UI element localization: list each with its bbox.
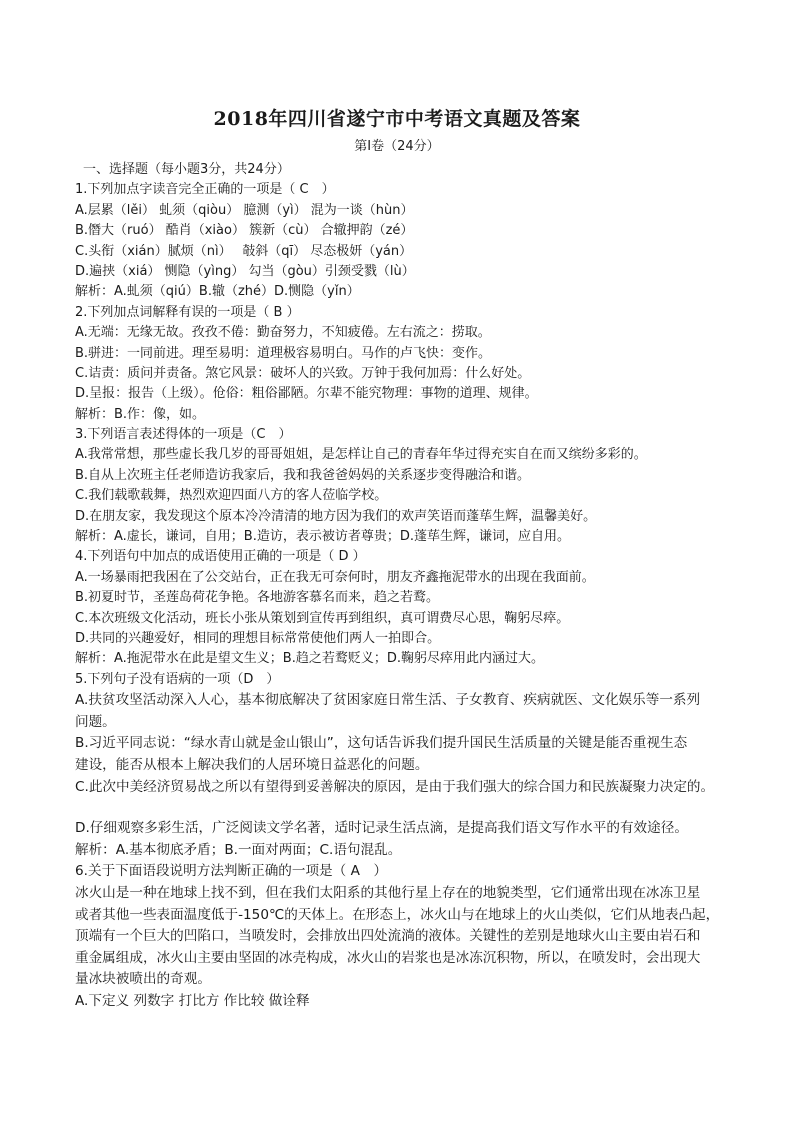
question-5-analysis: 解析：A.基本彻底矛盾；B.一面对两面；C.语句混乱。 — [75, 841, 402, 858]
question-6-passage-line-2: 或者其他一些表面温度低于-150℃的天体上。在形态上，冰火山与在地球上的火山类似，它们从地表凸起， — [75, 906, 720, 923]
question-1-option-d: D.遍挟（xiá） 恻隐（yìng） 勾当（gòu）引颈受戮（lù） — [75, 263, 415, 279]
document-body — [75, 160, 735, 1012]
blank-line — [75, 798, 735, 818]
question-6-passage-line-5: 量冰块被喷出的奇观。 — [75, 971, 211, 988]
question-2-analysis: 解析：B.作：像，如。 — [75, 406, 206, 422]
section-heading: 一、选择题（每小题3分，共24分） — [83, 162, 290, 177]
question-2-option-c: C.诘责：质问并责备。煞它风景：破坏人的兴致。万钟于我何加焉：什么好处。 — [75, 365, 531, 381]
question-6-option-a: A.下定义 列数字 打比方 作比较 做诠释 — [75, 992, 310, 1009]
question-5-option-a: A.扶贫攻坚活动深入人心，基本彻底解决了贫困家庭日常生活、子女教育、疾病就医、文化娱乐等一系列 — [75, 692, 701, 709]
question-5-option-d: D.仔细观察多彩生活，广泛阅读文学名著，适时记录生活点滴，是提高我们语文写作水平的有效途径。 — [75, 820, 688, 837]
question-4-option-a: A.一场暴雨把我困在了公交站台，正在我无可奈何时，朋友齐鑫拖泥带水的出现在我面前。 — [75, 569, 595, 585]
question-1-option-b: B.僭大（ruó） 酷肖（xiào） 簇新（cù） 合辙押韵（zé） — [75, 223, 414, 239]
question-6-stem: 6.关于下面语段说明方法判断正确的一项是（ A ） — [75, 863, 388, 880]
question-3-option-a: A.我常常想，那些虚长我几岁的哥哥姐姐，是怎样让自己的青春年华过得充实自在而又缤纷多彩的。 — [75, 447, 647, 463]
question-5-option-c: C.此次中美经济贸易战之所以有望得到妥善解决的原因，是由于我们强大的综合国力和民族凝聚力决定的。 — [75, 778, 715, 795]
question-5-stem: 5.下列句子没有语病的一项（D ） — [75, 671, 280, 687]
question-5-option-b-cont: 建设，能否从根本上解决我们的人居环境日益恶化的问题。 — [75, 756, 429, 773]
question-6-passage-line-1: 冰火山是一种在地球上找不到，但在我们太阳系的其他行星上存在的地貌类型，它们通常出现在冰冻卫星 — [75, 884, 701, 901]
question-4-option-c: C.本次班级文化活动，班长小张从策划到宣传再到组织，真可谓费尽心思，鞠躬尽瘁。 — [75, 610, 570, 626]
question-1-option-c: C.头衔（xián）腻烦（nì） 攲斜（qī） 尽态极妍（yán） — [75, 243, 413, 259]
question-3-option-b: B.自从上次班主任老师造访我家后，我和我爸爸妈妈的关系逐步变得融洽和谐。 — [75, 467, 531, 483]
question-1-stem: 1.下列加点字读音完全正确的一项是（ C ） — [75, 182, 335, 198]
question-5-option-b: B.习近平同志说：“绿水青山就是金山银山”，这句话告诉我们提升国民生活质量的关键是能否重视生态 — [75, 735, 688, 752]
question-5-option-a-cont: 问题。 — [75, 713, 116, 730]
question-2-option-b: B.骈进：一同前进。理至易明：道理极容易明白。马作的卢飞快：变作。 — [75, 345, 492, 361]
question-4-option-b: B.初夏时节，圣莲岛荷花争艳。各地游客慕名而来，趋之若鹜。 — [75, 590, 440, 606]
section-subtitle: 第Ⅰ卷（24分） — [354, 139, 440, 154]
question-1-analysis: 解析：A.虬须（qiú）B.辙（zhé）D.恻隐（yǐn） — [75, 284, 360, 300]
question-3-option-d: D.在朋友家，我发现这个原本冷冷清清的地方因为我们的欢声笑语而蓬荜生辉，温馨美好。 — [75, 508, 597, 524]
question-1-option-a: A.层累（lěi） 虬须（qiòu） 臆测（yì） 混为一谈（hùn） — [75, 202, 414, 218]
question-2-option-a: A.无端：无缘无故。孜孜不倦：勤奋努力，不知疲倦。左右流之：捞取。 — [75, 325, 491, 341]
question-3-option-c: C.我们载歌载舞，热烈欢迎四面八方的客人莅临学校。 — [75, 488, 388, 504]
question-4-option-d: D.共同的兴趣爱好，相同的理想目标常常使他们两人一拍即合。 — [75, 630, 441, 646]
question-2-option-d: D.呈报：报告（上级）。伧俗：粗俗鄙陋。尔辈不能究物理：事物的道理、规律。 — [75, 386, 538, 402]
question-6-passage-line-3: 顶端有一个巨大的凹陷口，当喷发时，会排放出四处流淌的液体。关键性的差别是地球火山主要由岩石和 — [75, 928, 701, 945]
page-title: 2018年四川省遂宁市中考语文真题及答案 — [213, 108, 581, 130]
question-4-stem: 4.下列语句中加点的成语使用正确的一项是（ D ） — [75, 549, 366, 565]
question-3-stem: 3.下列语言表述得体的一项是（C ） — [75, 427, 292, 443]
question-3-analysis: 解析：A.虚长，谦词，自用；B.造访，表示被访者尊贵；D.蓬荜生辉，谦词，应自用。 — [75, 529, 570, 545]
question-2-stem: 2.下列加点词解释有误的一项是（ B ） — [75, 304, 300, 320]
question-6-passage-line-4: 重金属组成，冰火山主要由坚固的冰壳构成，冰火山的岩浆也是冰冻沉积物，所以，在喷发时，会出现大 — [75, 949, 701, 966]
question-4-analysis: 解析：A.拖泥带水在此是望文生义；B.趋之若鹜贬义；D.鞠躬尽瘁用此内涵过大。 — [75, 651, 544, 667]
